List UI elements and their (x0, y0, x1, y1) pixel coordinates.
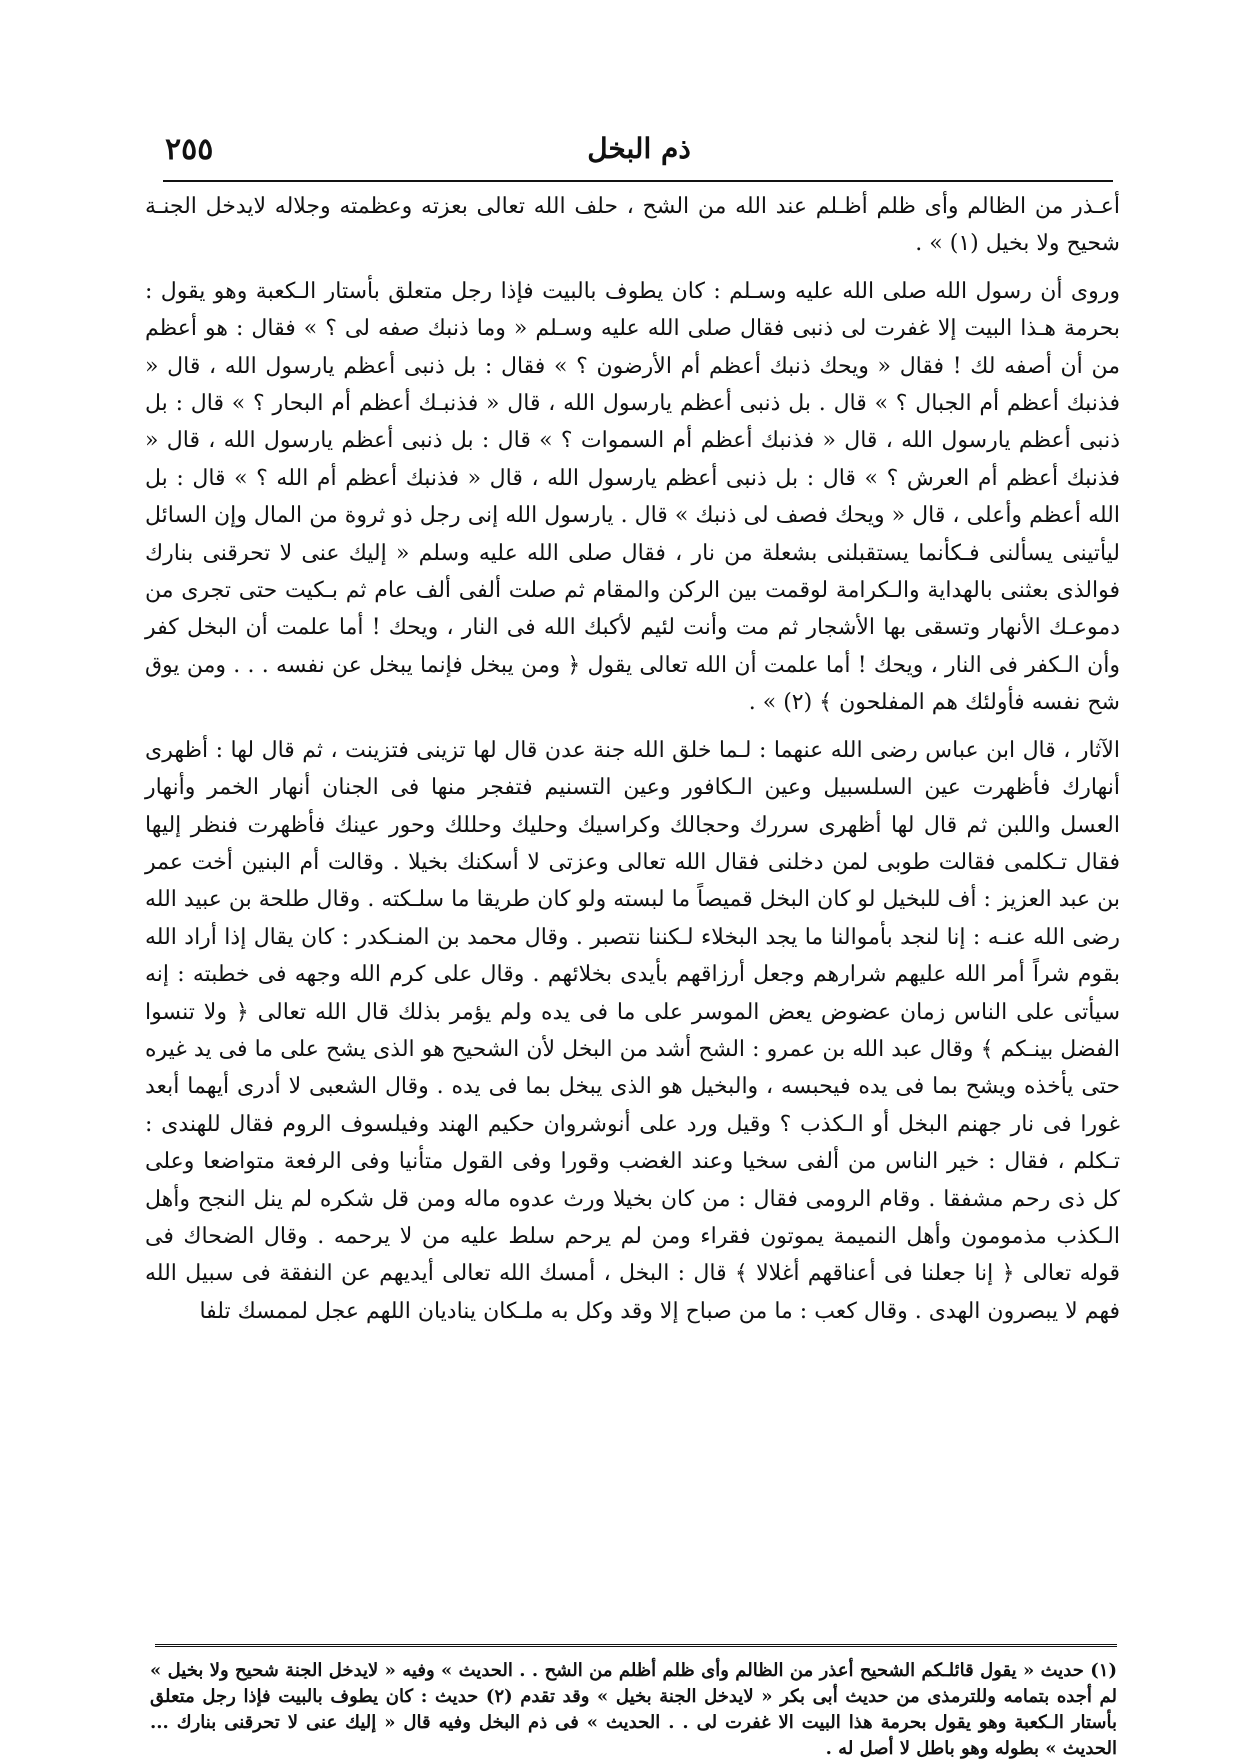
footnote-rule (155, 1644, 1117, 1647)
paragraph: وروى أن رسول الله صلى الله عليه وسـلم : كان يطوف بالبيت فإذا رجل متعلق بأستار الـكعبة وهو يقول : بحرمة هـذا البيت إلا غفرت لى ذنبى فقال صلى الله عليه وسـلم « وما ذنبك صفه لى ؟ » فقال : هو أعظم من أن أصفه لك ! فقال « ويحك ذنبك أعظم أم الأرضون ؟ » فقال : بل ذنبى أعظم يارسول الله ، قال « فذنبك أعظم أم الجبال ؟ » قال . بل ذنبى أعظم يارسول الله ، قال « فذنبـك أعظم أم البحار ؟ » قال : بل ذنبى أعظم يارسول الله ، قال « فذنبك أعظم أم السموات ؟ » قال : بل ذنبى أعظم يارسول الله ، قال « فذنبك أعظم أم العرش ؟ » قال : بل ذنبى أعظم يارسول الله ، قال « فذنبك أعظم أم الله ؟ » قال : بل الله أعظم وأعلى ، قال « ويحك فصف لى ذنبك » قال . يارسول الله إنى رجل ذو ثروة من المال وإن السائل ليأتينى يسألنى فـكأنما يستقبلنى بشعلة من نار ، فقال صلى الله عليه وسلم « إليك عنى لا تحرقنى بنارك فوالذى بعثنى بالهداية والـكرامة لوقمت بين الركن والمقام ثم صلت ألفى ألف عام ثم بـكيت حتى تجرى من دموعـك الأنهار وتسقى بها الأشجار ثم مت وأنت لئيم لأكبك الله فى النار ، ويحك ! أما علمت أن البخل كفر وأن الـكفر فى النار ، ويحك ! أما علمت أن الله تعالى يقول ﴿ ومن يبخل فإنما يبخل عن نفسه . . . ومن يوق شح نفسه فأولئك هم المفلحون ﴾ (٢) » . (145, 278, 1120, 716)
footnotes (150, 1658, 1117, 1762)
page-header (165, 132, 1113, 172)
running-title: ذم البخل (587, 132, 691, 165)
main-text (145, 188, 1120, 1340)
footnote-text: (١) حديث « يقول قائلـكم الشحيح أعذر من الظالم وأى ظلم أظلم من الشح . . الحديث » وفيه « لايدخل الجنة شحيح ولا بخيل » لم أجده بتمامه وللترمذى من حديث أبى بكر « لايدخل الجنة بخيل » وقد تقدم (٢) حديث : كان يطوف بالبيت فإذا رجل متعلق بأستار الـكعبة وهو يقول بحرمة هذا البيت الا غفرت لى . . الحديث » فى ذم البخل وفيه قال « إليك عنى لا تحرقنى بنارك ... الحديث » بطوله وهو باطل لا أصل له . (150, 1660, 1117, 1759)
header-rule (163, 180, 1113, 182)
page-number: ٢٥٥ (165, 132, 214, 167)
paragraph: الآثار ، قال ابن عباس رضى الله عنهما : لـما خلق الله جنة عدن قال لها تزينى فتزينت ، ثم قال لها : أظهرى أنهارك فأظهرت عين السلسبيل وعين الـكافور وعين التسنيم فتفجر منها فى الجنان أنهار الخمر وأنهار العسل واللبن ثم قال لها أظهرى سررك وحجالك وكراسيك وحليك وحللك وحور عينك فأظهرت فنظر إليها فقال تـكلمى فقالت طوبى لمن دخلنى فقال الله تعالى وعزتى لا أسكنك بخيلا . وقالت أم البنين أخت عمر بن عبد العزيز : أف للبخيل لو كان البخل قميصاً ما لبسته ولو كان طريقا ما سلـكته . وقال طلحة بن عبيد الله رضى الله عنـه : إنا لنجد بأموالنا ما يجد البخلاء لـكننا نتصبر . وقال محمد بن المنـكدر : كان يقال إذا أراد الله بقوم شراً أمر الله عليهم شرارهم وجعل أرزاقهم بأيدى بخلائهم . وقال على كرم الله وجهه فى خطبته : إنه سيأتى على الناس زمان عضوض يعض الموسر على ما فى يده ولم يؤمر بذلك قال الله تعالى ﴿ ولا تنسوا الفضل بينـكم ﴾ وقال عبد الله بن عمرو : الشح أشد من البخل لأن الشحيح هو الذى يشح على ما فى يد غيره حتى يأخذه ويشح بما فى يده فيحبسه ، والبخيل هو الذى يبخل بما فى يده . وقال الشعبى لا أدرى أيهما أبعد غورا فى نار جهنم البخل أو الـكذب ؟ وقيل ورد على أنوشروان حكيم الهند وفيلسوف الروم فقال للهندى : تـكلم ، فقال : خير الناس من ألفى سخيا وعند الغضب وقورا وفى القول متأنيا وفى الرفعة متواضعا وعلى كل ذى رحم مشفقا . وقام الرومى فقال : من كان بخيلا ورث عدوه ماله ومن قل شكره لم ينل النجح وأهل الـكذب مذمومون وأهل النميمة يموتون فقراء ومن لم يرحم سلط عليه من لا يرحمه . وقال الضحاك فى قوله تعالى ﴿ إنا جعلنا فى أعناقهم أغلالا ﴾ قال : البخل ، أمسك الله تعالى أيديهم عن النفقة فى سبيل الله فهم لا يبصرون الهدى . وقال كعب : ما من صباح إلا وقد وكل به ملـكان يناديان اللهم عجل لممسك تلفا (145, 737, 1121, 1324)
paragraph: أعـذر من الظالم وأى ظلم أظـلم عند الله من الشح ، حلف الله تعالى بعزته وعظمته وجلاله لايدخل الجنـة شحيح ولا بخيل (١) » . (145, 194, 1120, 257)
